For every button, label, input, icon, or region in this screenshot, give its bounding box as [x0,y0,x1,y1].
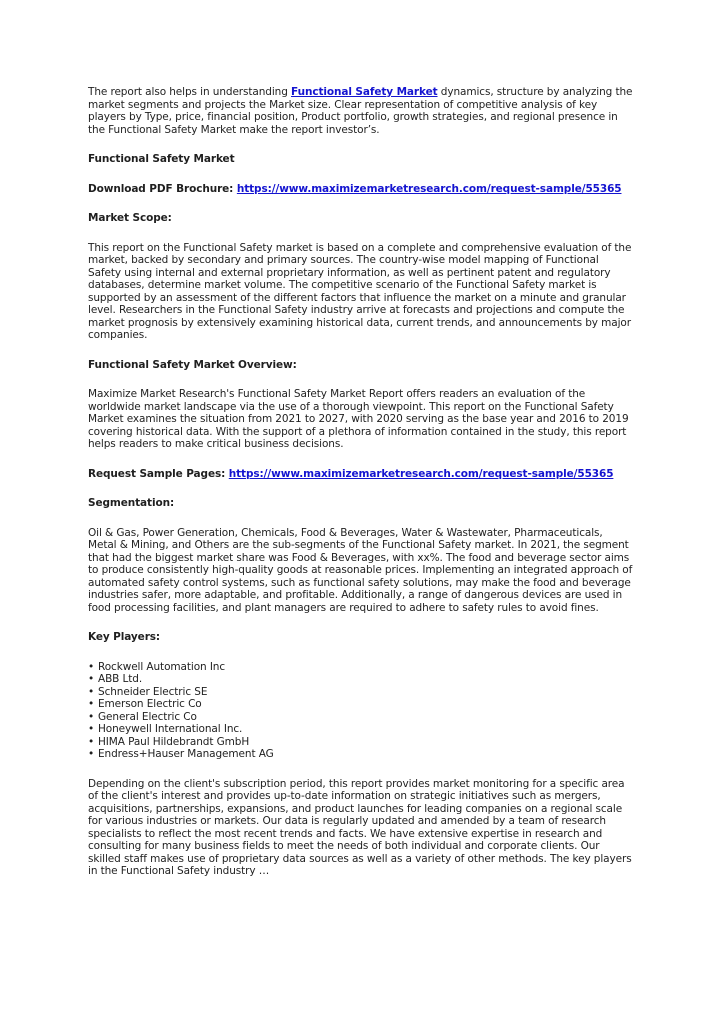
sample-pages-line [88,468,634,481]
closing-paragraph: Depending on the client's subscription period, this report provides market monitoring for a specific area of the client's interest and provides up-to-date information on strategic initiatives such as mergers, acquisitions, partnerships, expansions, and product launches for leading companies on a regional scale for various industries or markets. Our data is regularly updated and amended by a team of research specialists to reflect the most recent trends and facts. We have extensive expertise in research and consulting for many business fields to meet the needs of both individual and corporate clients. Our skilled staff makes use of proprietary data sources as well as a variety of other methods. The key players in the Functional Safety industry … [88,777,632,877]
market-scope-paragraph: This report on the Functional Safety market is based on a complete and comprehensive evaluation of the market, backed by secondary and primary sources. The country-wise model mapping of Functional Safety using internal and external proprietary information, as well as pertinent patent and regulatory databases, determine market volume. The competitive scenario of the Functional Safety market is supported by an assessment of the different factors that influence the market on a minute and granular level. Researchers in the Functional Safety industry arrive at forecasts and projections and compute the market prognosis by extensively examining historical data, current trends, and announcements by major companies. [88,241,632,341]
list-item [88,661,634,674]
overview-heading: Functional Safety Market Overview: [88,358,297,371]
bullet-icon: • [88,673,95,685]
sample-pages-link[interactable]: https://www.maximizemarketresearch.com/request-sample/55365 [228,467,614,480]
list-item [88,723,634,736]
key-player-name: Honeywell International Inc. [98,723,243,735]
key-players-heading: Key Players: [88,631,161,643]
functional-safety-market-link[interactable]: Functional Safety Market [291,86,438,98]
list-item [88,698,634,711]
bullet-icon: • [88,735,95,748]
key-player-name: Endress+Hauser Management AG [98,748,274,760]
list-item [88,736,634,749]
intro-paragraph [88,86,634,136]
key-player-name: HIMA Paul Hildebrandt GmbH [98,735,250,748]
brochure-link[interactable]: https://www.maximizemarketresearch.com/request-sample/55365 [236,182,622,195]
bullet-icon: • [88,748,95,760]
document-page [88,86,634,895]
list-item [88,686,634,699]
sample-pages-label: Request Sample Pages: [88,467,229,480]
list-item [88,711,634,724]
brochure-label: Download PDF Brochure: [88,182,237,195]
list-item [88,673,634,686]
bullet-icon: • [88,660,95,673]
segmentation-paragraph: Oil & Gas, Power Generation, Chemicals, Food & Beverages, Water & Wastewater, Pharmaceuticals, Metal & Mining, and Others are the sub-segments of the Functional Safety market. In 2021, the segment that had the biggest market share was Food & Beverages, with xx%. The food and beverage sector aims to produce consistently high-quality goods at reasonable prices. Implementing an integrated approach of automated safety control systems, such as functional safety solutions, may make the food and beverage industries safer, more adaptable, and profitable. Additionally, a range of dangerous devices are used in food processing facilities, and plant managers are required to adhere to safety rules to avoid fines. [88,526,633,614]
key-player-name: Emerson Electric Co [98,698,202,710]
key-player-name: General Electric Co [98,710,197,723]
intro-text-before: The report also helps in understanding [88,86,292,98]
title-heading: Functional Safety Market [88,153,235,165]
key-player-name: Rockwell Automation Inc [98,660,226,673]
brochure-line [88,183,634,196]
bullet-icon: • [88,710,95,723]
list-item [88,748,634,761]
bullet-icon: • [88,698,95,710]
bullet-icon: • [88,685,95,698]
market-scope-heading: Market Scope: [88,212,172,224]
overview-paragraph: Maximize Market Research's Functional Safety Market Report offers readers an evaluation of the worldwide market landscape via the use of a thorough viewpoint. This report on the Functional Safety Market examines the situation from 2021 to 2027, with 2020 serving as the base year and 2016 to 2019 covering historical data. With the support of a plethora of information contained in the study, this report helps readers to make critical business decisions. [88,388,629,450]
key-player-name: Schneider Electric SE [98,685,208,698]
intro-text-after: dynamics, structure by analyzing the market segments and projects the Market size. Clear representation of competitive analysis of key players by Type, price, financial position, Product portfolio, growth strategies, and regional presence in the Functional Safety Market make the report investor’s. [88,86,633,136]
key-player-name: ABB Ltd. [98,673,143,685]
bullet-icon: • [88,723,95,735]
key-players-list [88,661,634,761]
segmentation-heading: Segmentation: [88,497,175,509]
